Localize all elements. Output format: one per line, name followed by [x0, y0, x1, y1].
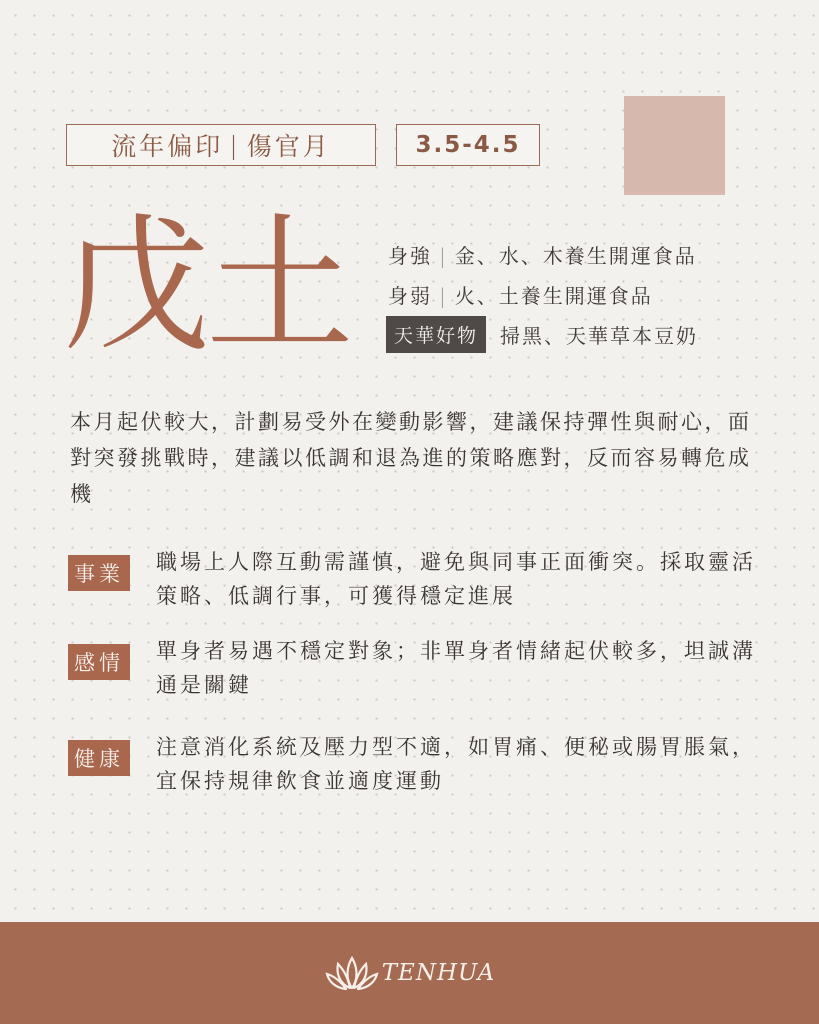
section-text: 職場上人際互動需謹慎，避免與同事正面衝突。採取靈活策略、低調行事，可獲得穩定進展 — [156, 550, 756, 608]
food-weak-line — [388, 280, 653, 309]
pipe-divider: | — [439, 284, 448, 308]
food-strong-label: 身強 — [388, 244, 432, 268]
section-label: 感情 — [68, 644, 130, 680]
brand-name: TENHUA — [381, 960, 496, 986]
date-range: 3.5-4.5 — [415, 132, 521, 158]
food-strong-line — [388, 240, 697, 269]
product-value: 掃黑、天華草本豆奶 — [500, 324, 699, 348]
product-label: 天華好物 — [386, 316, 486, 353]
lotus-logo-icon — [324, 954, 380, 992]
food-weak-label: 身弱 — [388, 284, 432, 308]
section-label: 健康 — [68, 740, 130, 776]
period-left: 流年偏印 — [111, 132, 224, 161]
food-weak-value: 火、土養生開運食品 — [454, 284, 653, 308]
pipe-divider: | — [439, 244, 448, 268]
color-swatch — [624, 96, 725, 195]
product-row — [386, 316, 698, 353]
footer-bar — [0, 922, 819, 1024]
page-title: 戊土 — [62, 200, 350, 372]
section-text: 單身者易遇不穩定對象；非單身者情緒起伏較多，坦誠溝通是關鍵 — [156, 639, 756, 697]
section-label: 事業 — [68, 555, 130, 591]
brand-logo — [324, 954, 496, 992]
food-strong-value: 金、水、木養生開運食品 — [454, 244, 697, 268]
period-tag — [66, 124, 376, 166]
period-right: 傷官月 — [246, 132, 331, 161]
date-range-tag — [396, 124, 540, 166]
period-separator: | — [229, 130, 241, 160]
section-text: 注意消化系統及壓力型不適，如胃痛、便秘或腸胃脹氣，宜保持規律飲食並適度運動 — [156, 735, 756, 793]
intro-paragraph: 本月起伏較大，計劃易受外在變動影響，建議保持彈性與耐心，面對突發挑戰時，建議以低調和退為進的策略應對，反而容易轉危成機 — [70, 410, 752, 506]
